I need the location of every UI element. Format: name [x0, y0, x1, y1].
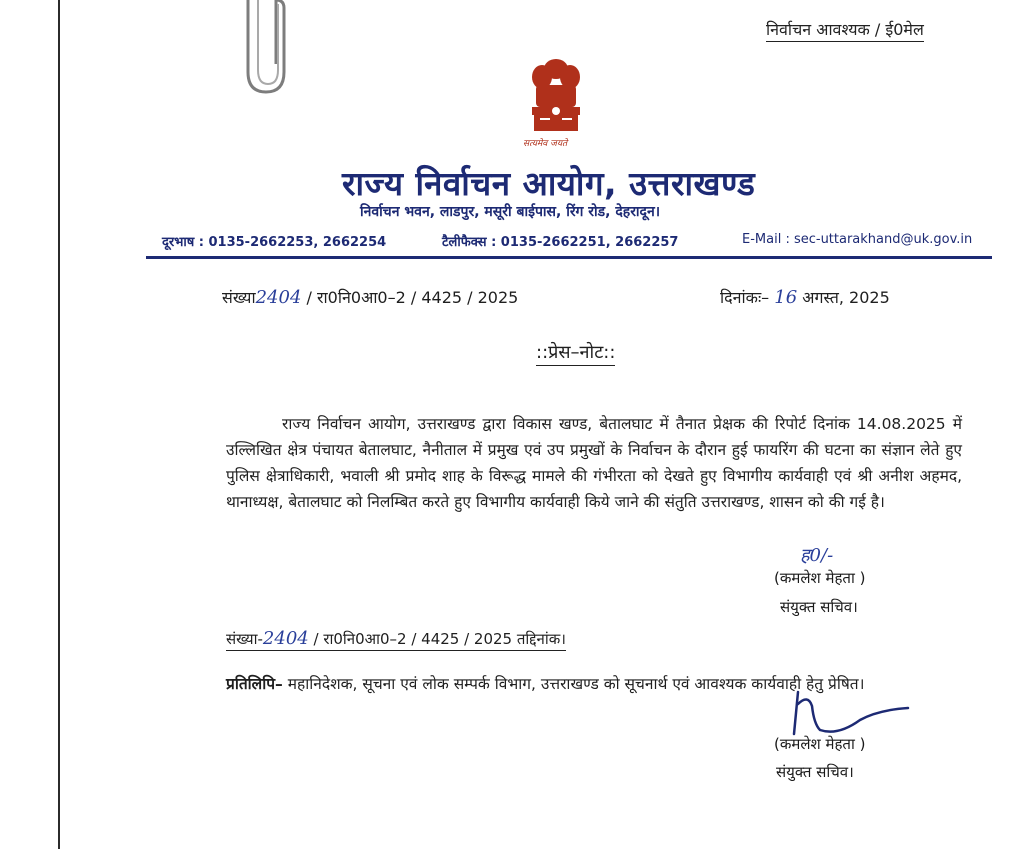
- reference-suffix: / रा0नि0आ0–2 / 4425 / 2025: [306, 288, 519, 307]
- copy-reference-prefix: संख्या-: [226, 630, 263, 648]
- reference-date: [720, 286, 890, 308]
- second-signatory-name: (कमलेश मेहता ): [774, 735, 866, 753]
- date-label: दिनांकः–: [720, 288, 770, 307]
- state-emblem-icon: [520, 55, 592, 143]
- copy-reference-suffix: / रा0नि0आ0–2 / 4425 / 2025 तद्दिनांक।: [313, 630, 566, 648]
- press-note-title: ::प्रेस–नोट::: [536, 340, 615, 366]
- organization-name: राज्य निर्वाचन आयोग, उत्तराखण्ड: [342, 164, 756, 203]
- dispatch-mode-tag: निर्वाचन आवश्यक / ई0मेल: [766, 18, 924, 42]
- second-signatory-designation: संयुक्त सचिव।: [776, 763, 854, 781]
- signatory-designation: संयुक्त सचिव।: [780, 598, 858, 616]
- reference-number-handwritten: 2404: [255, 287, 302, 308]
- copy-label: प्रतिलिपि–: [226, 674, 283, 693]
- email-address: E-Mail : sec-uttarakhand@uk.gov.in: [742, 232, 973, 247]
- phone-number: दूरभाष : 0135-2662253, 2662254: [162, 235, 387, 250]
- paper-clip-icon: [240, 0, 300, 100]
- date-rest: अगस्त, 2025: [802, 288, 890, 307]
- emblem-motto: सत्यमेव जयते: [523, 139, 568, 149]
- letterhead-divider: [146, 256, 992, 259]
- signed-mark: ह0/-: [800, 545, 834, 566]
- copy-reference: [226, 628, 566, 651]
- press-note-body: राज्य निर्वाचन आयोग, उत्तराखण्ड द्वारा विकास खण्ड, बेतालघाट में तैनात प्रेक्षक की रिपोर्ट दिनांक 14.08.2025 में उल्लिखित क्षेत्र पंचायत बेतालघाट, नैनीताल में प्रमुख एवं उप प्रमुखों के निर्वाचन के दौरान हुई फायरिंग की घटना का संज्ञान लेते हुए पुलिस क्षेत्राधिकारी, भवाली श्री प्रमोद शाह के विरूद्ध मामले की गंभीरता को देखते हुए विभागीय कार्यवाही एवं श्री अनीश अहमद, थानाध्यक्ष, बेतालघाट को निलम्बित करते हुए विभागीय कार्यवाही किये जाने की संतुति उत्तराखण्ड, शासन को की गई है।: [226, 414, 962, 511]
- fax-number: टैलीफैक्स : 0135-2662251, 2662257: [442, 235, 679, 250]
- reference-prefix: संख्या: [222, 288, 256, 307]
- reference-number: [222, 286, 518, 308]
- signatory-name: (कमलेश मेहता ): [774, 569, 866, 587]
- date-day-handwritten: 16: [774, 287, 798, 308]
- document-page: [58, 0, 973, 849]
- copy-reference-number-handwritten: 2404: [262, 628, 309, 649]
- organization-address: निर्वाचन भवन, लाडपुर, मसूरी बाईपास, रिंग रोड, देहरादून।: [360, 204, 661, 220]
- copy-text: महानिदेशक, सूचना एवं लोक सम्पर्क विभाग, उत्तराखण्ड को सूचनार्थ एवं आवश्यक कार्यवाही हेतु प्रेषित।: [287, 674, 865, 693]
